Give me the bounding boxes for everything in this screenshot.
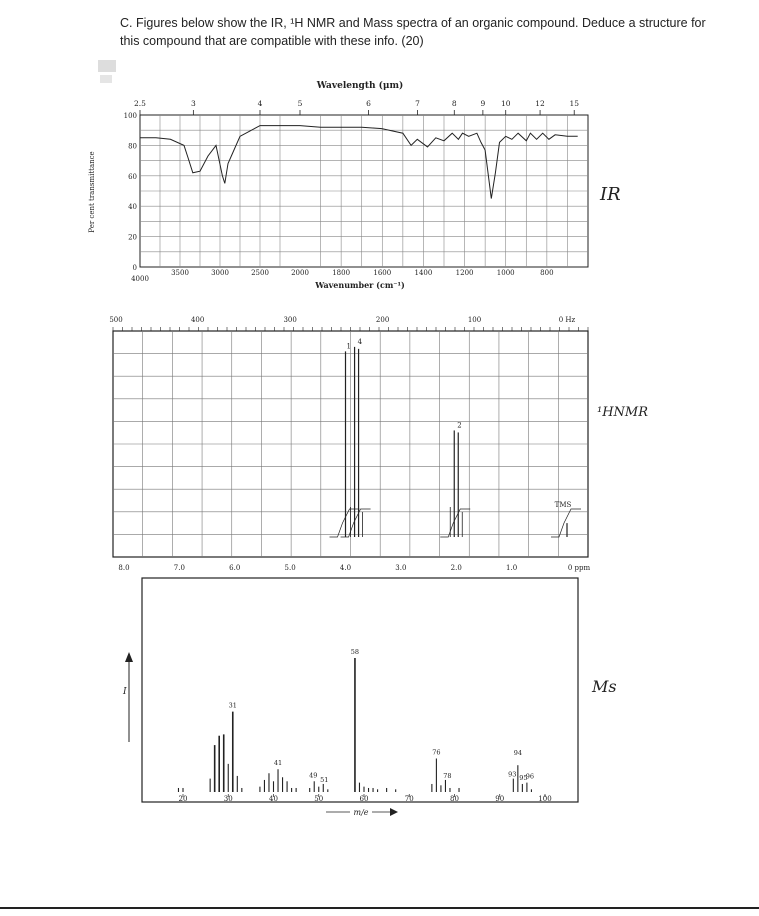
ir-wavenumber-tick-label: 3500 <box>171 269 189 277</box>
ms-peak-label: 94 <box>513 749 522 758</box>
nmr-ppm-tick-label: 3.0 <box>395 564 407 572</box>
ir-wavelength-title: Wavelength (μm) <box>316 81 404 91</box>
ms-peak-label: 41 <box>273 759 283 768</box>
ms-x-axis-title: m/e <box>353 808 369 817</box>
ir-wavelength-tick-label: 5 <box>297 99 303 108</box>
nmr-hz-tick-label: 500 <box>109 316 123 324</box>
nmr-peak <box>551 501 581 537</box>
question-text: C. Figures below show the IR, ¹H NMR and Mass spectra of an organic compound. Deduce a structure for this compound that are compatible with these info. (20) <box>120 16 706 48</box>
ir-wavelength-tick-label: 8 <box>451 99 457 108</box>
nmr-ppm-tick-label: 5.0 <box>284 564 296 572</box>
ir-wavenumber-tick-label: 3000 <box>211 269 229 277</box>
nmr-peak-label: TMS <box>554 501 572 510</box>
ir-wavenumber-tick-label: 1800 <box>332 269 351 277</box>
ir-wavelength-tick-label: 3 <box>190 99 196 108</box>
page-bottom-rule <box>0 907 759 909</box>
nmr-peak-label: 2 <box>457 421 462 430</box>
nmr-ppm-tick-label: 1.0 <box>506 564 518 572</box>
scan-smudge <box>98 60 116 83</box>
ms-peak-label: 76 <box>432 748 441 757</box>
ir-wavenumber-tick-label: 2500 <box>251 269 269 277</box>
ir-y-tick-label: 60 <box>128 172 137 181</box>
nmr-peak-label: 1 <box>346 342 351 351</box>
nmr-hz-tick-label: 0 Hz <box>558 316 576 324</box>
ir-wavenumber-tick-label: 2000 <box>291 269 309 277</box>
ms-x-tick-label: 40 <box>269 795 278 803</box>
ir-wavenumber-tick-label: 800 <box>540 269 554 277</box>
ms-x-tick-label: 100 <box>538 795 552 803</box>
ir-y-tick-label: 0 <box>132 264 137 272</box>
ms-x-tick-label: 20 <box>178 795 188 803</box>
ms-peak-label: 31 <box>228 701 237 710</box>
ir-wavenumber-tick-label: 4000 <box>131 275 149 283</box>
ms-y-arrow-head <box>125 652 133 662</box>
ms-x-tick-label: 70 <box>404 795 414 803</box>
ms-x-tick-label: 30 <box>223 795 233 803</box>
nmr-ppm-tick-label: 0 ppm <box>567 564 591 572</box>
ms-x-tick-label: 80 <box>450 795 459 803</box>
ir-y-tick-label: 40 <box>128 203 137 212</box>
ir-spectrum <box>88 80 621 290</box>
ms-peak-label: 78 <box>443 771 452 780</box>
ms-peak-label: 93 <box>508 770 517 779</box>
ms-x-tick-label: 50 <box>314 795 324 803</box>
nmr-spectrum <box>109 316 648 572</box>
nmr-hz-tick-label: 300 <box>283 316 297 324</box>
ir-wavelength-tick-label: 12 <box>535 99 545 108</box>
ms-x-arrow-head <box>390 808 398 816</box>
ir-trace-line <box>140 126 578 199</box>
ms-handwritten-label: Ms <box>592 677 617 696</box>
ir-y-axis-title: Per cent transmittance <box>88 151 96 233</box>
nmr-peak <box>440 421 470 537</box>
ir-y-tick-label: 100 <box>123 112 137 120</box>
ir-wavelength-tick-label: 10 <box>500 99 511 108</box>
ir-wavenumber-tick-label: 1400 <box>414 269 433 277</box>
nmr-hz-tick-label: 400 <box>190 316 205 324</box>
ir-wavelength-tick-label: 15 <box>569 99 579 108</box>
ir-y-tick-label: 20 <box>128 233 137 242</box>
nmr-ppm-tick-label: 6.0 <box>229 564 241 572</box>
nmr-ppm-tick-label: 8.0 <box>118 564 130 572</box>
ir-y-tick-label: 80 <box>128 142 137 151</box>
ms-x-tick-label: 90 <box>495 795 505 803</box>
ir-wavenumber-tick-label: 1200 <box>455 269 474 277</box>
nmr-handwritten-label: ¹HNMR <box>597 405 649 420</box>
ir-wavelength-tick-label: 6 <box>366 99 371 108</box>
nmr-ppm-tick-label: 7.0 <box>173 564 185 572</box>
ir-wavelength-tick-label: 7 <box>415 99 420 108</box>
nmr-hz-tick-label: 100 <box>467 316 482 324</box>
ms-peak-label: 51 <box>320 775 329 784</box>
ir-handwritten-label: IR <box>600 184 621 205</box>
nmr-ppm-tick-label: 4.0 <box>339 564 352 572</box>
nmr-peak-label: 4 <box>357 337 363 346</box>
ir-wavelength-tick-label: 4 <box>257 99 263 108</box>
nmr-hz-tick-label: 200 <box>375 316 390 324</box>
ms-peak-label: 58 <box>350 648 360 656</box>
ir-wavenumber-tick-label: 1000 <box>496 269 515 277</box>
ms-peak-label: 96 <box>525 772 535 781</box>
ms-x-tick-label: 60 <box>359 795 369 803</box>
ms-peak-label: 95 <box>519 773 528 782</box>
ir-wavenumber-tick-label: 1600 <box>373 269 392 277</box>
ir-wavenumber-title: Wavenumber (cm⁻¹) <box>315 280 405 290</box>
ms-plot-frame <box>142 578 578 802</box>
ir-wavelength-tick-label: 9 <box>480 99 486 108</box>
nmr-ppm-tick-label: 2.0 <box>450 564 462 572</box>
mass-spectrum <box>122 578 617 817</box>
ir-wavelength-tick-label: 2.5 <box>134 99 146 108</box>
ms-y-axis-symbol: I <box>123 687 127 697</box>
ms-peak-label: 49 <box>309 771 318 780</box>
